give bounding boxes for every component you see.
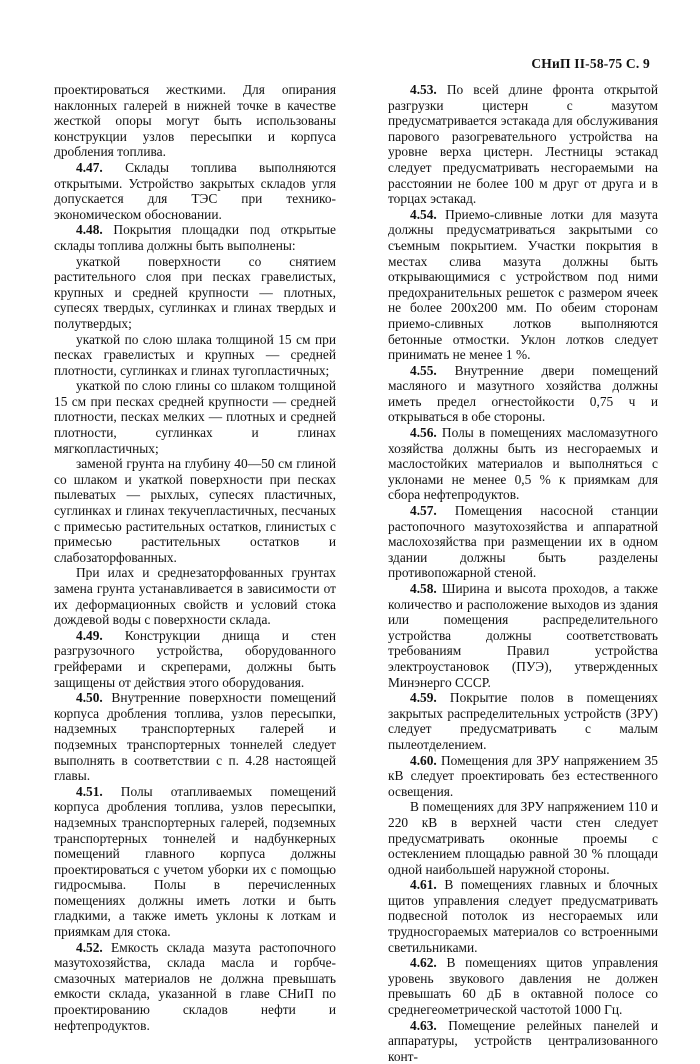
paragraph bbox=[54, 254, 336, 332]
paragraph bbox=[54, 332, 336, 379]
paragraph bbox=[54, 82, 336, 160]
paragraph bbox=[54, 456, 336, 565]
paragraph-text: По всей длине фронта открытой разгрузки цистерн с мазутом предусматривается эстакада для обслуживания парового разогревательного устройства на уровне верха цистерн. Лестницы эстакад следует предусматривать несгораемыми на расстоянии не более 100 м друг от друга и в торцах эстакад. bbox=[388, 82, 658, 207]
paragraph bbox=[54, 565, 336, 627]
clause-number: 4.57. bbox=[410, 503, 437, 519]
left-column bbox=[54, 82, 336, 1033]
paragraph-text: В помещениях главных и блочных щитов управления следует предусматривать подвесной потолок из несгораемых или трудносгораемых материалов со встроенными светильниками. bbox=[388, 877, 658, 955]
paragraph-text: Ширина и высота проходов, а также количество и расположение выходов из здания или помещения распределительного устройства должны соответствовать требованиям Правил устройства электроустановок (ПУЭ), утвержденных Минэнерго СССР. bbox=[388, 581, 658, 690]
clause-number: 4.49. bbox=[76, 627, 103, 643]
paragraph-text: Помещение релейных панелей и аппаратуры, устройств централизованного конт- bbox=[388, 1017, 658, 1064]
paragraph-text: Конструкции днища и стен разгрузочного устройства, оборудованного грейферами и скреперами, должны быть защищены от действия этого оборудования. bbox=[54, 627, 336, 690]
paragraph bbox=[388, 955, 658, 1017]
clause-number: 4.63. bbox=[410, 1017, 437, 1033]
clause-number: 4.50. bbox=[76, 690, 103, 706]
paragraph-text: проектироваться жесткими. Для опирания наклонных галерей в нижней точке в качестве жесткой опоры могут быть использованы конструкции узлов пересыпки и корпуса дробления топлива. bbox=[54, 82, 336, 160]
paragraph bbox=[54, 378, 336, 456]
clause-number: 4.59. bbox=[410, 690, 437, 706]
paragraph-text: Внутренние поверхности помещений корпуса дробления топлива, узлов пересыпки, надземных транспортерных галерей и подземных транспортерных тоннелей следует выполнять в соответствии с п. 4.28 настоящей главы. bbox=[54, 690, 336, 784]
paragraph-text: Емкость склада мазута растопочного мазутохозяйства, склада масла и горбче-смазочных материалов не должна превышать емкости склада, указанной в главе СНиП по проектированию складов нефти и нефтепродуктов. bbox=[54, 939, 336, 1033]
paragraph bbox=[54, 628, 336, 690]
paragraph-text: Приемо-сливные лотки для мазута должны предусматриваться закрытыми со съемным покрытием. Участки покрытия в местах слива мазута должны быть открывающимися с устройством под ними предохранительных решеток с размером ячеек не более 200х200 мм. По обеим сторонам приемо-сливных лотков выполняются бетонные отмостки. Уклон лотков следует принимать не менее 1 %. bbox=[388, 206, 658, 363]
paragraph-text: Помещения насосной станции растопочного мазутохозяйства и аппаратной маслохозяйства при размещении их в одном здании должны быть разделены противопожарной стеной. bbox=[388, 503, 658, 581]
clause-number: 4.56. bbox=[410, 425, 437, 441]
paragraph-text: Внутренние двери помещений масляного и мазутного хозяйства должны иметь предел огнестойкости 0,75 ч и открываться в обе стороны. bbox=[388, 362, 658, 425]
clause-number: 4.53. bbox=[410, 82, 437, 97]
paragraph bbox=[54, 160, 336, 222]
clause-number: 4.52. bbox=[76, 939, 103, 955]
paragraph bbox=[388, 753, 658, 800]
paragraph-text: Полы в помещениях масломазутного хозяйства должны быть из несгораемых и маслостойких материалов и выполняться с уклонами не менее 0,5 % к приямкам для сбора нефтепродуктов. bbox=[388, 425, 658, 503]
paragraph-text: Покрытие полов в помещениях закрытых распределительных устройств (ЗРУ) следует предусматривать с малым пылеотделением. bbox=[388, 690, 658, 752]
paragraph bbox=[388, 581, 658, 690]
paragraph bbox=[388, 1018, 658, 1064]
paragraph-text: Полы отапливаемых помещений корпуса дробления топлива, узлов пересыпки, надземных транспортерных галерей, подземных транспортерных тоннелей и надбункерных помещений главного корпуса должны проектироваться с учетом уборки их с помощью гидросмыва. Полы в перечисленных помещениях должны иметь лотки и быть гладкими, а также иметь уклоны к лоткам и приямкам для стока. bbox=[54, 783, 336, 940]
paragraph-text: Склады топлива выполняются открытыми. Устройство закрытых складов угля допускается для ТЭС при технико-экономическом обосновании. bbox=[54, 159, 336, 222]
clause-number: 4.60. bbox=[410, 752, 437, 768]
paragraph-text: Покрытия площадки под открытые склады топлива должны быть выполнены: bbox=[54, 222, 336, 253]
clause-number: 4.61. bbox=[410, 877, 437, 893]
paragraph bbox=[388, 207, 658, 363]
clause-number: 4.54. bbox=[410, 206, 437, 222]
paragraph bbox=[54, 940, 336, 1034]
running-header: СНиП II-58-75 С. 9 bbox=[531, 56, 650, 71]
paragraph bbox=[388, 425, 658, 503]
clause-number: 4.55. bbox=[410, 362, 437, 378]
paragraph bbox=[54, 222, 336, 253]
paragraph-text: заменой грунта на глубину 40—50 см глиной со шлаком и укаткой поверхности при песках пылеватых — рыхлых, супесях пластичных, суглинках и глинах текучепластичных, песчаных с примесью растительных остатков, глинистых с примесью растительных остатков и слабозаторфованных. bbox=[54, 456, 336, 565]
paragraph-text: В помещениях щитов управления уровень звукового давления не должен превышать 60 дБ в октавной полосе со среднегеометрической частотой 1000 Гц. bbox=[388, 955, 658, 1018]
paragraph bbox=[388, 877, 658, 955]
paragraph-text: В помещениях для ЗРУ напряжением 110 и 220 кВ в верхней части стен следует предусматривать оконные проемы с остеклением площадью равной 30 % площади одной наибольшей наружной стороны. bbox=[388, 799, 658, 877]
clause-number: 4.62. bbox=[410, 955, 437, 971]
clause-number: 4.58. bbox=[410, 581, 437, 596]
paragraph bbox=[54, 690, 336, 784]
clause-number: 4.48. bbox=[76, 222, 103, 238]
paragraph-text: Помещения для ЗРУ напряжением 35 кВ следует проектировать без естественного освещения. bbox=[388, 752, 658, 799]
paragraph bbox=[388, 799, 658, 877]
clause-number: 4.51. bbox=[76, 783, 103, 799]
paragraph-text: При илах и среднезаторфованных грунтах замена грунта устанавливается в зависимости от их деформационных свойств и условий стока дождевой воды с поверхности склада. bbox=[54, 565, 336, 628]
paragraph bbox=[388, 363, 658, 425]
paragraph-text: укаткой по слою глины со шлаком толщиной 15 см при песках средней крупности — средней плотности, песках мелких — плотных и средней плотности, суглинках и глинах мягкопластичных; bbox=[54, 378, 336, 456]
paragraph-text: укаткой по слою шлака толщиной 15 см при песках гравелистых и крупных — средней плотности, суглинках и глинах тугопластичных; bbox=[54, 331, 336, 378]
paragraph bbox=[388, 503, 658, 581]
paragraph bbox=[388, 690, 658, 752]
paragraph bbox=[388, 82, 658, 207]
paragraph-text: укаткой поверхности со снятием растительного слоя при песках гравелистых, крупных и средней крупности — плотных, супесях твердых, суглинках и глинах твердых и полутвердых; bbox=[54, 253, 336, 331]
clause-number: 4.47. bbox=[76, 159, 103, 175]
paragraph bbox=[54, 784, 336, 940]
right-column bbox=[388, 82, 658, 1064]
